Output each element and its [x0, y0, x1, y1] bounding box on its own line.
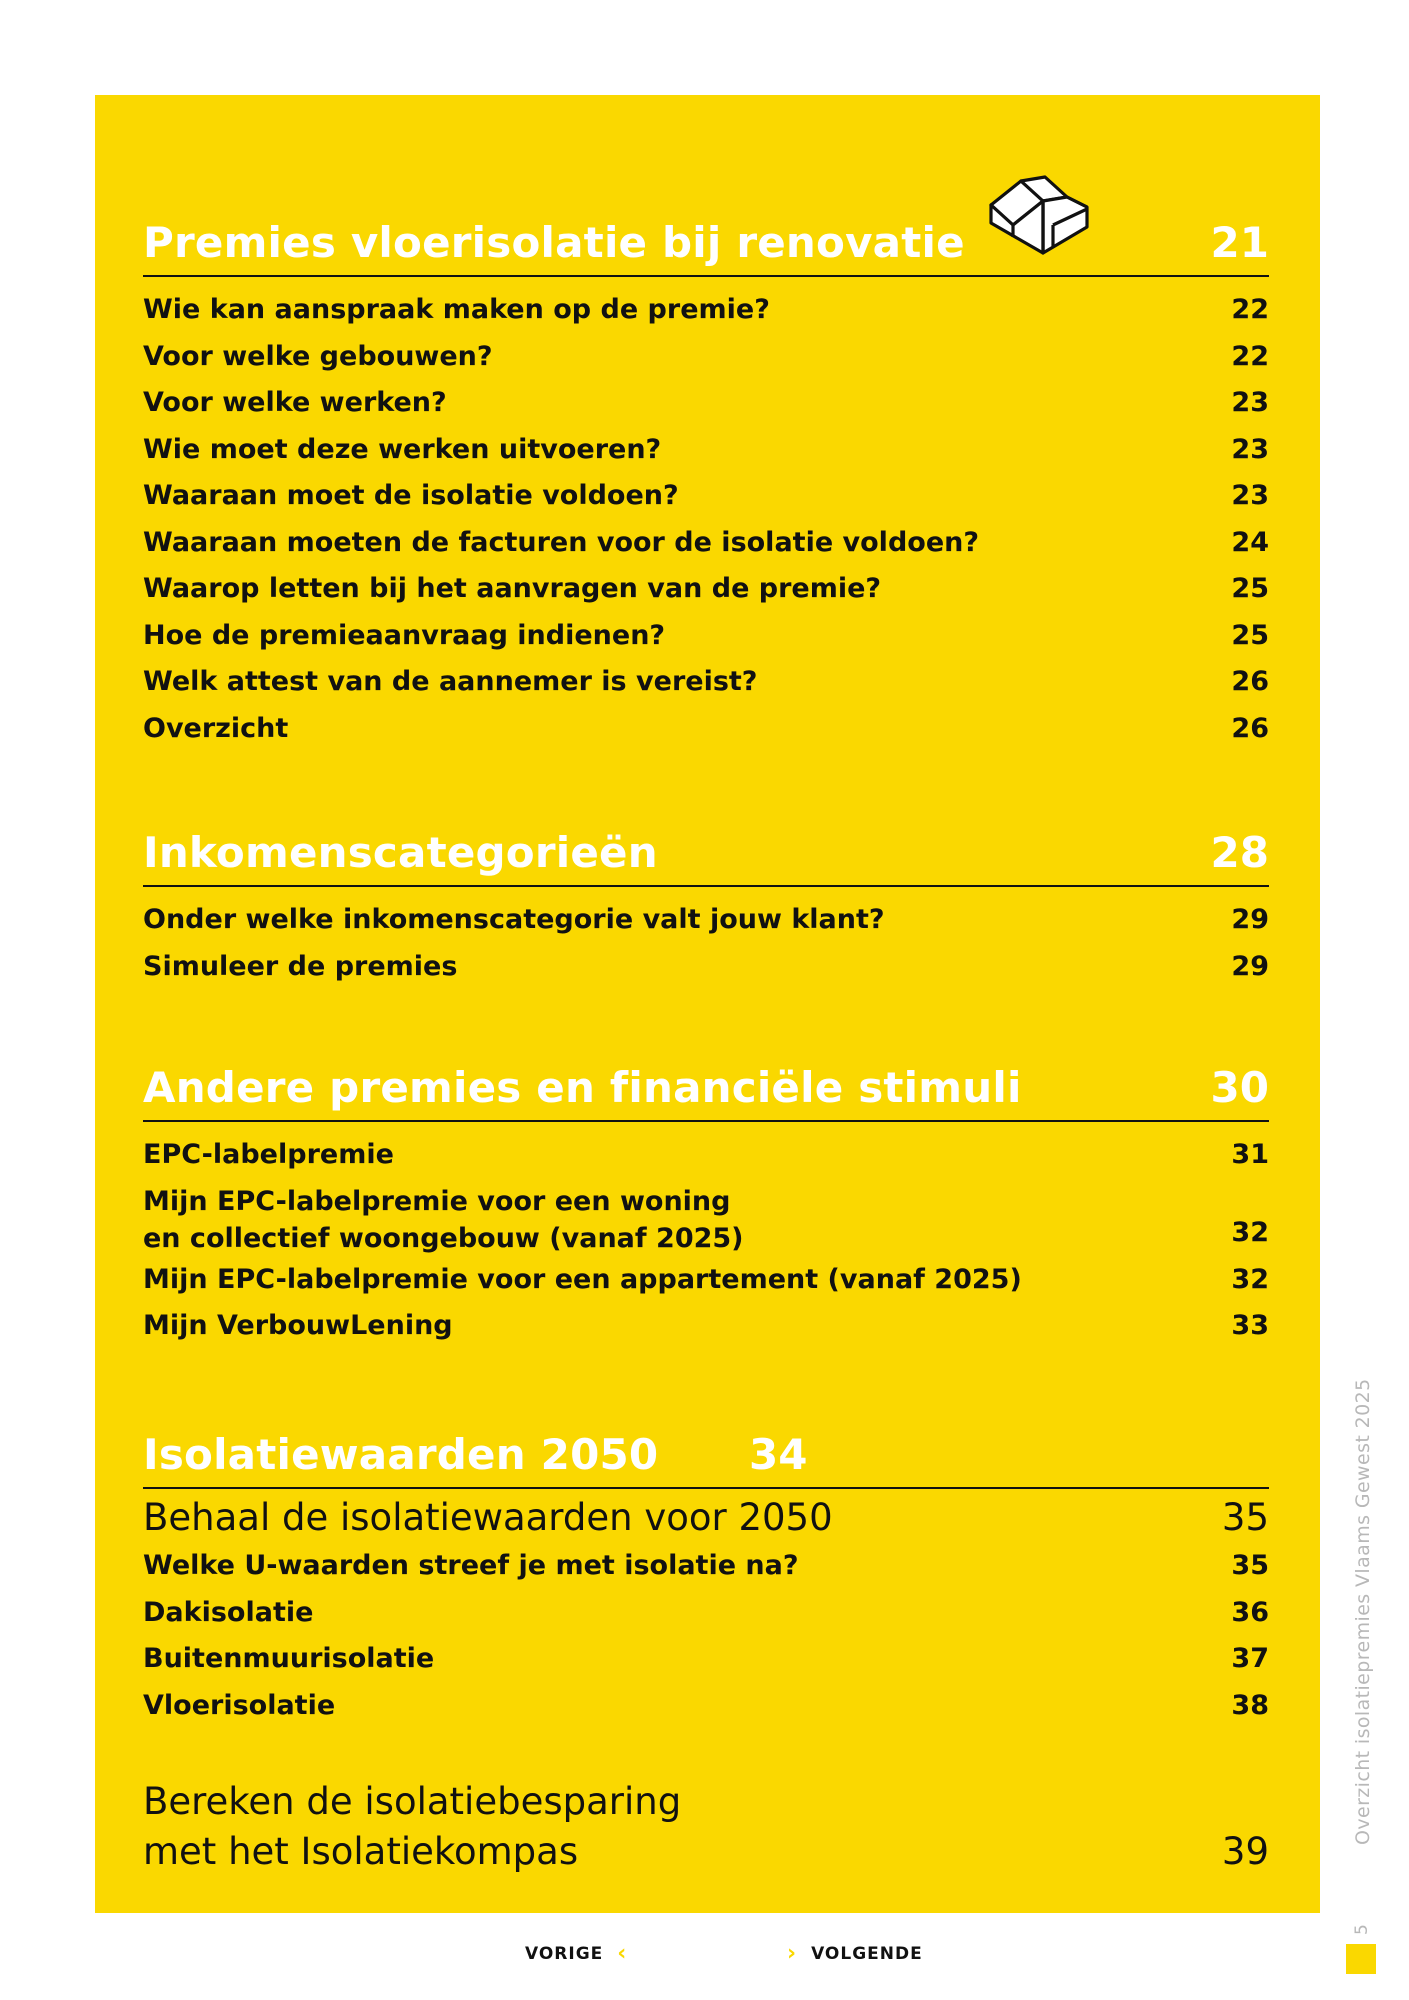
toc-entry-label: Voor welke werken? — [143, 387, 447, 418]
toc-entry[interactable] — [143, 1590, 1269, 1637]
toc-entry[interactable] — [143, 1683, 1269, 1730]
section-page: 30 — [1210, 1063, 1269, 1112]
section-page: 28 — [1210, 828, 1269, 877]
section-page: 34 — [749, 1430, 808, 1479]
next-button[interactable] — [787, 1943, 923, 1965]
toc-entry[interactable] — [143, 897, 1269, 944]
toc-entry-page: 26 — [1231, 712, 1269, 744]
toc-entry-page: 23 — [1231, 433, 1269, 465]
toc-entry[interactable] — [143, 427, 1269, 474]
toc-entry[interactable] — [143, 520, 1269, 567]
toc-entry-label: Behaal de isolatiewaarden voor 2050 — [143, 1496, 833, 1539]
toc-entry-page: 25 — [1231, 573, 1269, 604]
toc-entry-label: Waaraan moeten de facturen voor de isolatie voldoen? — [143, 526, 980, 558]
toc-entry[interactable] — [143, 1543, 1269, 1590]
toc-entry[interactable] — [143, 706, 1269, 753]
toc-entry[interactable] — [143, 944, 1269, 991]
toc-entry-label: Vloerisolatie — [143, 1689, 336, 1721]
toc-entry-label — [143, 1183, 744, 1257]
toc-entry-label-line1: Bereken de isolatiebesparing — [143, 1780, 682, 1823]
toc-entry-page: 24 — [1231, 526, 1269, 558]
section-page: 21 — [1210, 218, 1269, 267]
chevron-left-icon: ‹ — [617, 1941, 628, 1966]
section-header[interactable] — [143, 1417, 1269, 1489]
toc-entry[interactable] — [143, 473, 1269, 520]
toc-entry-page: 32 — [1231, 1263, 1269, 1295]
toc-entry-label: Welke U-waarden streef je met isolatie na? — [143, 1550, 799, 1581]
toc-entry-label: Wie kan aanspraak maken op de premie? — [143, 294, 770, 325]
toc-entry-label: Mijn EPC-labelpremie voor een appartement (vanaf 2025) — [143, 1263, 1022, 1295]
toc-entry-page: 22 — [1231, 294, 1269, 325]
toc-entry-label: EPC-labelpremie — [143, 1139, 394, 1170]
toc-entry[interactable] — [143, 1132, 1269, 1179]
toc-entry[interactable] — [143, 1183, 1269, 1257]
section-title: Premies vloerisolatie bij renovatie — [143, 218, 965, 267]
toc-entry-label: Wie moet deze werken uitvoeren? — [143, 433, 662, 465]
toc-entry-page: 35 — [1231, 1550, 1269, 1581]
toc-entry-label: Waarop letten bij het aanvragen van de premie? — [143, 573, 882, 604]
toc-entry-page: 23 — [1231, 480, 1269, 511]
toc-entry-page: 33 — [1231, 1310, 1269, 1341]
toc-entry-label-line1: Mijn EPC-labelpremie voor een woning — [143, 1185, 731, 1217]
toc-entry-label: Voor welke gebouwen? — [143, 340, 493, 372]
previous-button[interactable] — [525, 1943, 627, 1965]
toc-entry-page: 25 — [1231, 619, 1269, 651]
toc-entry[interactable] — [143, 1636, 1269, 1683]
section-title: Inkomenscategorieën — [143, 828, 658, 877]
toc-entry[interactable] — [143, 1777, 1269, 1877]
section-title: Andere premies en financiële stimuli — [143, 1063, 1022, 1112]
toc-entry[interactable] — [143, 380, 1269, 427]
toc-entry-label: Simuleer de premies — [143, 950, 458, 982]
toc-entry[interactable] — [143, 613, 1269, 660]
toc-section-isolatiewaarden — [143, 1417, 1269, 1877]
section-header[interactable] — [143, 815, 1269, 887]
toc-entry-page: 29 — [1231, 950, 1269, 982]
toc-entry-page: 31 — [1231, 1139, 1269, 1170]
toc-entry-label-line2: met het Isolatiekompas — [143, 1830, 579, 1873]
toc-entry-label: Onder welke inkomenscategorie valt jouw klant? — [143, 904, 885, 935]
toc-entry-label — [143, 1777, 681, 1877]
toc-entry[interactable] — [143, 659, 1269, 706]
toc-entry-page: 23 — [1231, 387, 1269, 418]
toc-entry-page: 26 — [1231, 666, 1269, 697]
toc-section-andere-premies — [143, 1050, 1269, 1350]
section-header[interactable] — [143, 1050, 1269, 1122]
toc-entry[interactable] — [143, 334, 1269, 381]
toc-entry[interactable] — [143, 1257, 1269, 1304]
toc-section-inkomenscategorieen — [143, 815, 1269, 990]
toc-entry-label: Mijn VerbouwLening — [143, 1310, 453, 1341]
chevron-right-icon: › — [787, 1941, 798, 1966]
section-header[interactable] — [143, 205, 1269, 277]
toc-entry-label-line2: en collectief woongebouw (vanaf 2025) — [143, 1222, 744, 1254]
toc-entry-label: Buitenmuurisolatie — [143, 1643, 435, 1674]
next-label: VOLGENDE — [811, 1944, 923, 1964]
toc-entry-page: 29 — [1231, 904, 1269, 935]
toc-entry-page: 32 — [1231, 1217, 1269, 1248]
previous-label: VORIGE — [525, 1944, 604, 1964]
toc-entry-page: 37 — [1231, 1643, 1269, 1674]
toc-entry-label: Waaraan moet de isolatie voldoen? — [143, 480, 679, 511]
page-marker — [1346, 1944, 1376, 1974]
toc-entry[interactable] — [143, 1303, 1269, 1350]
toc-section-vloerisolatie — [143, 205, 1269, 752]
toc-panel — [95, 95, 1320, 1913]
side-running-title: Overzicht isolatiepremies Vlaams Gewest 2025 — [1352, 1378, 1374, 1845]
toc-entry-page: 36 — [1231, 1596, 1269, 1628]
toc-entry-label: Welk attest van de aannemer is vereist? — [143, 666, 758, 697]
toc-entry-page: 39 — [1221, 1830, 1269, 1873]
toc-entry[interactable] — [143, 1493, 1269, 1543]
page-number: 5 — [1352, 1924, 1372, 1935]
toc-entry-page: 38 — [1231, 1689, 1269, 1721]
toc-entry-page: 22 — [1231, 340, 1269, 372]
toc-entry[interactable] — [143, 566, 1269, 613]
toc-entry-label: Overzicht — [143, 712, 289, 744]
toc-entry-page: 35 — [1221, 1496, 1269, 1539]
toc-entry-label: Dakisolatie — [143, 1596, 314, 1628]
section-title: Isolatiewaarden 2050 — [143, 1430, 659, 1479]
toc-entry-label: Hoe de premieaanvraag indienen? — [143, 619, 666, 651]
toc-entry[interactable] — [143, 287, 1269, 334]
